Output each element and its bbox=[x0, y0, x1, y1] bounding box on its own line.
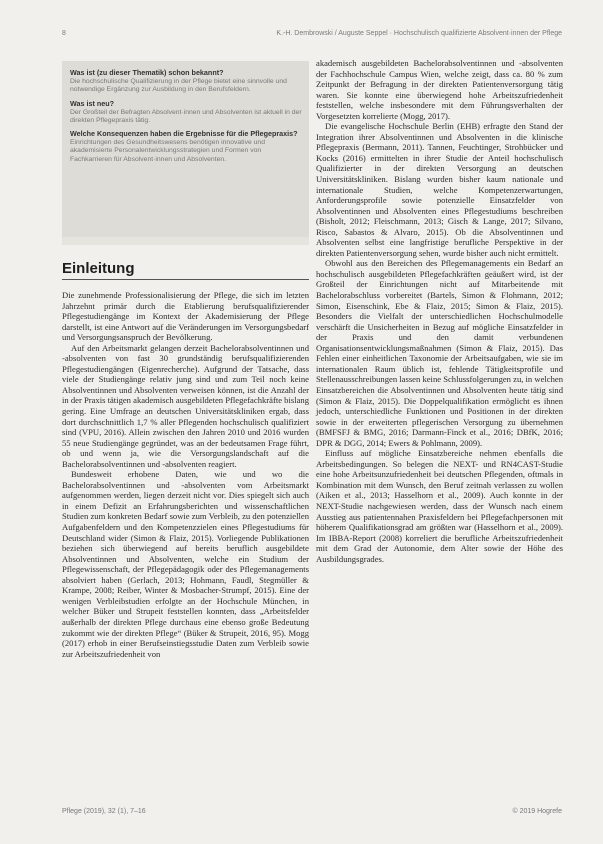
left-paragraph-2: Auf den Arbeitsmarkt gelangen derzeit Bachelorabsolventinnen und -absolventen von fast 30 grundständig berufsqualifizierenden Pflegestudiengängen (Eigenrecherche). Aufgrund der Tatsache, dass viele der Studiengänge relativ jung sind und zum Teil noch keine Absolventinnen und Absolventen verweisen können, ist die Anzahl der in der Praxis tätigen akademisch ausgebildeten Pflegefachkräfte bislang gering. Eine Umfrage an deutschen Universitätskliniken ergab, dass dort durchschnittlich 1,7 % aller Pflegenden hochschulisch qualifiziert sind (VPU, 2016). Allein zwischen den Jahren 2010 und 2016 wurden 55 neue Studiengänge gegründet, was an der bedeutsamen Frage führt, ob und wenn ja, wie die Versorgungslandschaft auf die Bachelorabsolventinnen und -absolventen reagiert. bbox=[62, 342, 309, 469]
running-title: K.-H. Dembrowski / Auguste Seppel · Hochschulisch qualifizierte Absolvent·innen der Pflege bbox=[276, 30, 562, 37]
footer-citation: Pflege (2019), 32 (1), 7–16 bbox=[62, 808, 146, 815]
right-paragraph-2: Die evangelische Hochschule Berlin (EHB) erfragte den Stand der Integration ihrer Absolventinnen und Absolventen in die klinische Pflegepraxis (Bermann, 2011). Tannen, Feuchtinger, Strohbücker und Kocks (2016) ermittelten in ihrer Studie der Anteil hochschulisch Qualifizierter in der direkten Versorgung an deutschen Universitätskliniken. Bislang wurden bisher kaum nationale und internationale Studien, welche Kompetenzerwartungen, Anforderungsprofile sowie potenzielle Einsatzfelder von Absolventinnen und Absolventen eines Pflegestudiums beschreiben (Bisholt, 2012; Fleischmann, 2013; Gisch & Lange, 2017; Silvano, Risco, Sabastos & Alvaro, 2015). Ob die Absolventinnen und Absolventen selbst eine langfristige berufliche Perspektive in der direkten Patientenversorgung sehen, wurde bisher auch nicht ermittelt. bbox=[316, 121, 563, 258]
key-findings-box bbox=[62, 61, 309, 245]
box-question-1: Was ist (zu dieser Thematik) schon bekannt? bbox=[70, 68, 224, 77]
box-question-3: Welche Konsequenzen haben die Ergebnisse für die Pflegepraxis? bbox=[70, 129, 298, 139]
right-column bbox=[316, 58, 563, 564]
box-question-2: Was ist neu? bbox=[70, 98, 115, 108]
page-number: 8 bbox=[62, 30, 66, 37]
right-paragraph-4: Einfluss auf mögliche Einsatzbereiche nehmen ebenfalls die Arbeitsbedingungen. So belegen die NEXT- und RN4CAST-Studie eine hohe Arbeitsunzufriedenheit bei deutschen Pflegenden, oftmals in Kombination mit dem Wunsch, den Beruf zeitnah verlassen zu wollen (Aiken et al., 2013; Hasselhorn et al., 2009). Auch konnte in der NEXT-Studie nachgewiesen werden, dass der Wunsch nach einem Ausstieg aus patientennahen Praxisfeldern bei Pflegefachpersonen mit höherem Qualifikationsgrad am größten war (Hasselhorn et al., 2009). Im IBBA-Report (2008) korreliert die berufliche Arbeitszufriedenheit mit dem Grad der Autonomie, dem Alter sowie der Höhe des Ausbildungsgrades. bbox=[316, 448, 563, 564]
left-column bbox=[62, 290, 309, 659]
box-answer-2: Der Großteil der Befragten Absolvent·innen und Absolventen ist aktuell in der direkten Pflegepraxis tätig. bbox=[70, 108, 302, 124]
left-paragraph-3: Bundesweit erhobene Daten, wie und wo die Bachelorabsolventinnen und -absolventen vom Arbeitsmarkt aufgenommen werden, liegen derzeit nicht vor. Dies spiegelt sich auch in einem Defizit an Erfahrungsberichten und wissenschaftlichen Studien zum konkreten Bedarf sowie zum Verbleib, zu den potenziellen Aufgabenfeldern und den Kompetenzzielen eines Pflegestudiums für Deutschland wider (Simon & Flaiz, 2015). Vorliegende Publikationen beziehen sich überwiegend auf bereits beruflich ausgebildete Absolventinnen und Absolventen, welche ein Studium der Pflegewissenschaft, der Pflegepädagogik oder des Pflegemanagements absolviert haben (Gerlach, 2013; Hohmann, Faudl, Stegmüller & Krampe, 2008; Reiber, Winter & Mosbacher-Strumpf, 2015). Eine der wenigen Verbleibstudien erfolgte an der Hochschule München, in welcher Büker und Strupeit feststellen konnten, dass „Arbeitsfelder außerhalb der direkten Pflege durchaus eine ebenso große Bedeutung zukommt wie der direkten Pflege“ (Büker & Strupeit, 2016, 95). Mogg (2017) erhob in einer Berufseinstiegsstudie Daten zum Verbleib sowie zur Arbeitszufriedenheit von bbox=[62, 469, 309, 659]
box-bottom-band bbox=[62, 237, 309, 245]
right-paragraph-1: akademisch ausgebildeten Bachelorabsolventinnen und -absolventen der Fachhochschule Campus Wien, welche zeigt, dass ca. 80 % zum Zeitpunkt der Befragung in der direkten Patientenversorgung tätig waren. Sie konnte eine überwiegend hohe Arbeitszufriedenheit feststellen, welche insbesondere mit dem Führungsverhalten der Vorgesetzten korrelierte (Mogg, 2017). bbox=[316, 58, 563, 121]
footer-publisher: © 2019 Hogrefe bbox=[512, 808, 562, 815]
box-answer-3: Einrichtungen des Gesundheitswesens benötigen innovative und akademisierte Personalentwicklungsstrategien und Formen von Fachkarrieren für Absolvent·innen und Absolventen. bbox=[70, 139, 265, 163]
left-paragraph-1: Die zunehmende Professionalisierung der Pflege, die sich im letzten Jahrzehnt primär durch die Etablierung berufsqualifizierender Pflegestudiengänge im Kontext der Akademisierung der Pflege darstellt, ist eine Antwort auf die Veränderungen im Versorgungsbedarf und Versorgungsanspruch der Bevölkerung. bbox=[62, 290, 309, 343]
section-heading: Einleitung bbox=[62, 260, 309, 280]
page-footer bbox=[62, 808, 562, 820]
right-paragraph-3: Obwohl aus den Bereichen des Pflegemanagements ein Bedarf an hochschulisch ausgebildeten Pflegefachkräften geäußert wird, ist der Großteil der Einrichtungen nicht auf Mitarbeitende mit Bachelorabschluss vorbereitet (Bartels, Simon & Flohmann, 2012; Simon, Eisenschink, Ebe & Flaiz, 2015; Simon & Flaiz, 2015). Besonders die Vielfalt der unterschiedlichen Hochschulmodelle verschärft die Unsicherheiten in Bezug auf mögliche Einsatzfelder in der Praxis und den damit verbundenen Organisationsentwicklungsmaßnahmen (Simon & Flaiz, 2015). Das Fehlen einer einheitlichen Taxonomie der Arbeitsaufgaben, wie sie im internationalen Raum üblich ist, fehlende Tätigkeitsprofile und Stellenausschreibungen lassen keine Schlussfolgerungen zu, in welchen Einsatzbereichen die Absolventinnen und Absolventen heute tätig sind (Simon & Flaiz, 2015). Die Doppelqualifikation ermöglicht es ihnen jedoch, unterschiedliche Funktionen und Positionen in der direkten sowie in der erweiterten pflegerischen Versorgung zu übernehmen (BMFSFJ & BMG, 2016; Darmann-Finck et al., 2016; DBfK, 2016; DPR & DGG, 2014; Ewers & Pohlmann, 2009). bbox=[316, 258, 564, 448]
box-answer-1: Die hochschulische Qualifizierung in der Pflege bietet eine sinnvolle und notwendige Ergänzung zur Ausbildung in den Berufsfeldern. bbox=[70, 78, 287, 94]
running-header bbox=[62, 30, 562, 42]
